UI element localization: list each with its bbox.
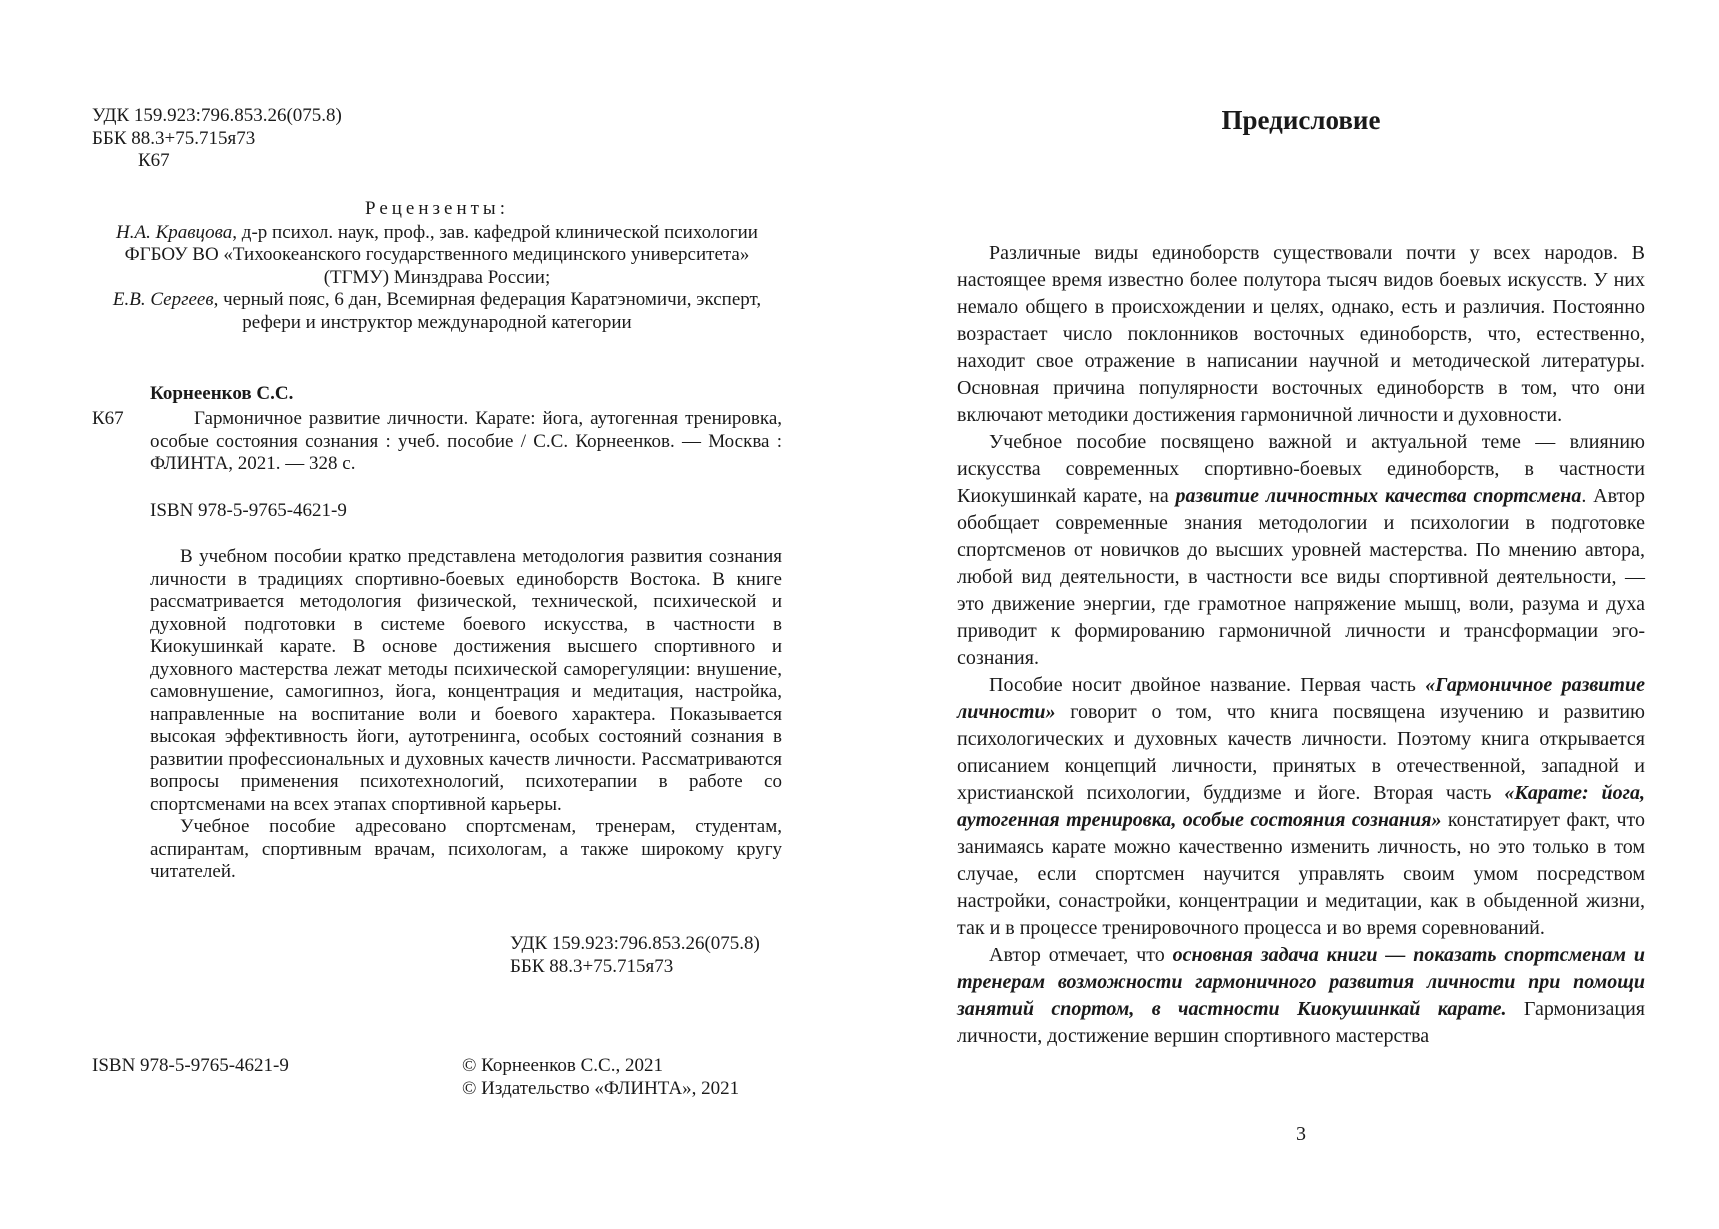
author-name: Корнеенков С.С. bbox=[150, 383, 294, 404]
p4-emphasis: основная задача книги — показать спортсменам и тренерам возможности гармоничного развития личности при помощи занятий спортом, в частности Киокушинкай карате. bbox=[957, 944, 1645, 1020]
bbk-code: ББК 88.3+75.715я73 bbox=[92, 127, 256, 149]
udk-code-bottom: УДК 159.923:796.853.26(075.8) bbox=[510, 933, 760, 954]
bibliographic-record bbox=[150, 408, 782, 476]
bibliographic-text: Гармоничное развитие личности. Карате: йога, аутогенная тренировка, особые состояния сознания : учеб. пособие / С.С. Корнеенков. — Москва : ФЛИНТА, 2021. — 328 с. bbox=[150, 408, 782, 474]
copyright-block bbox=[462, 1055, 739, 1100]
author-mark: К67 bbox=[138, 150, 170, 171]
left-page bbox=[92, 0, 782, 1229]
isbn-mid: ISBN 978-5-9765-4621-9 bbox=[150, 500, 347, 521]
preface-paragraph-1: Различные виды единоборств существовали почти у всех народов. В настоящее время известно более полутора тысяч видов боевых искусств. У них немало общего в происхождении и целях, однако, есть и различия. Постоянно возрастает число поклонников восточных единоборств, что, естественно, находит свое отражение в написании научной и методической литературы. Основная причина популярности восточных единоборств в том, что они включают методики достижения гармоничной личности и духовности. bbox=[957, 242, 1645, 426]
p3-text-e: констатирует факт, что занимаясь карате можно качественно изменить личность, но это только в том случае, если спортсмен научится управлять своим умом посредством настройки, сонастройки, концентрации и медитации, как в обыденной жизни, так и в процессе тренировочного процесса и во время соревнований. bbox=[957, 809, 1645, 939]
preface-text bbox=[957, 240, 1645, 1050]
page-number: 3 bbox=[1296, 1123, 1306, 1145]
p3-emphasis-2: «Карате: йога, аутогенная тренировка, особые состояния сознания» bbox=[957, 782, 1645, 831]
udk-block-top bbox=[92, 105, 342, 173]
reviewer-1-name: Н.А. Кравцова bbox=[116, 221, 233, 243]
copyright-publisher: © Издательство «ФЛИНТА», 2021 bbox=[462, 1077, 740, 1099]
reviewer-2-info: , черный пояс, 6 дан, Всемирная федерация Каратэномичи, эксперт, рефери и инструктор международной категории bbox=[213, 289, 762, 333]
reviewers-block bbox=[92, 198, 782, 334]
abstract-paragraph-2: Учебное пособие адресовано спортсменам, тренерам, студентам, аспирантам, спортивным врачам, психологам, а также широкому кругу читателей. bbox=[150, 816, 782, 882]
abstract-paragraph-1: В учебном пособии кратко представлена методология развития сознания личности в традициях спортивно-боевых единоборств Востока. В книге рассматривается методология физической, технической, психической и духовной подготовки в системе боевого искусства, в частности в Киокушинкай карате. В основе достижения высшего спортивного и духовного мастерства лежат методы психической саморегуляции: внушение, самовнушение, самогипноз, йога, концентрация и медитация, настройка, направленные на воспитание воли и боевого характера. Показывается высокая эффективность йоги, аутотренинга, особых состояний сознания в развитии профессиональных и духовных качеств личности. Рассматриваются вопросы применения психотехнологий, психотерапии в работе со спортсменами на всех этапах спортивной карьеры. bbox=[150, 546, 782, 815]
p4-text-c: Гармонизация личности, достижение вершин спортивного мастерства bbox=[957, 998, 1645, 1047]
copyright-author: © Корнеенков С.С., 2021 bbox=[462, 1055, 663, 1076]
p3-text-a: Пособие носит двойное название. Первая часть bbox=[989, 674, 1426, 696]
p3-emphasis-1: «Гармоничное развитие личности» bbox=[957, 674, 1645, 723]
udk-block-bottom bbox=[510, 933, 760, 978]
reviewer-1 bbox=[92, 222, 782, 290]
udk-code: УДК 159.923:796.853.26(075.8) bbox=[92, 105, 342, 126]
p3-text-c: говорит о том, что книга посвящена изучению и развитию психологических и духовных качеств личности. Поэтому книга открывается описанием концепций личности, принятых в отечественной, западной и христианской психологии, буддизме и йоге. Вторая часть bbox=[957, 701, 1645, 804]
p2-text-a: Учебное пособие посвящено важной и актуальной теме — влиянию искусства современных спортивно-боевых единоборств, в частности Киокушинкай карате, на bbox=[957, 431, 1645, 507]
isbn-bottom: ISBN 978-5-9765-4621-9 bbox=[92, 1055, 289, 1076]
preface-paragraph-4 bbox=[957, 942, 1645, 1050]
bbk-code-bottom: ББК 88.3+75.715я73 bbox=[510, 955, 674, 977]
right-page bbox=[957, 0, 1645, 1229]
reviewer-2 bbox=[92, 289, 782, 334]
preface-paragraph-3 bbox=[957, 672, 1645, 942]
p2-text-c: . Автор обобщает современные знания методологии и психологии в подготовке спортсменов от новичков до высших уровней мастерства. По мнению автора, любой вид деятельности, в частности все виды спортивной деятельности, — это движение энергии, где грамотное напряжение мышц, воли, разума и духа приводит к формированию гармоничной личности и трансформации эго-сознания. bbox=[957, 485, 1645, 669]
reviewers-heading: Рецензенты: bbox=[365, 198, 509, 219]
p4-text-a: Автор отмечает, что bbox=[989, 944, 1173, 966]
reviewer-2-name: Е.В. Сергеев bbox=[112, 289, 214, 310]
author-mark-side: К67 bbox=[92, 408, 124, 429]
abstract bbox=[150, 546, 782, 884]
reviewer-1-info: , д-р психол. наук, проф., зав. кафедрой клинической психологии ФГБОУ ВО «Тихоокеанского государственного медицинского университета» (ТГМУ) Минздрава России; bbox=[124, 221, 758, 288]
p2-emphasis: развитие личностных качества спортсмена bbox=[1175, 485, 1582, 507]
page-title: Предисловие bbox=[1221, 105, 1381, 135]
preface-paragraph-2 bbox=[957, 429, 1645, 672]
